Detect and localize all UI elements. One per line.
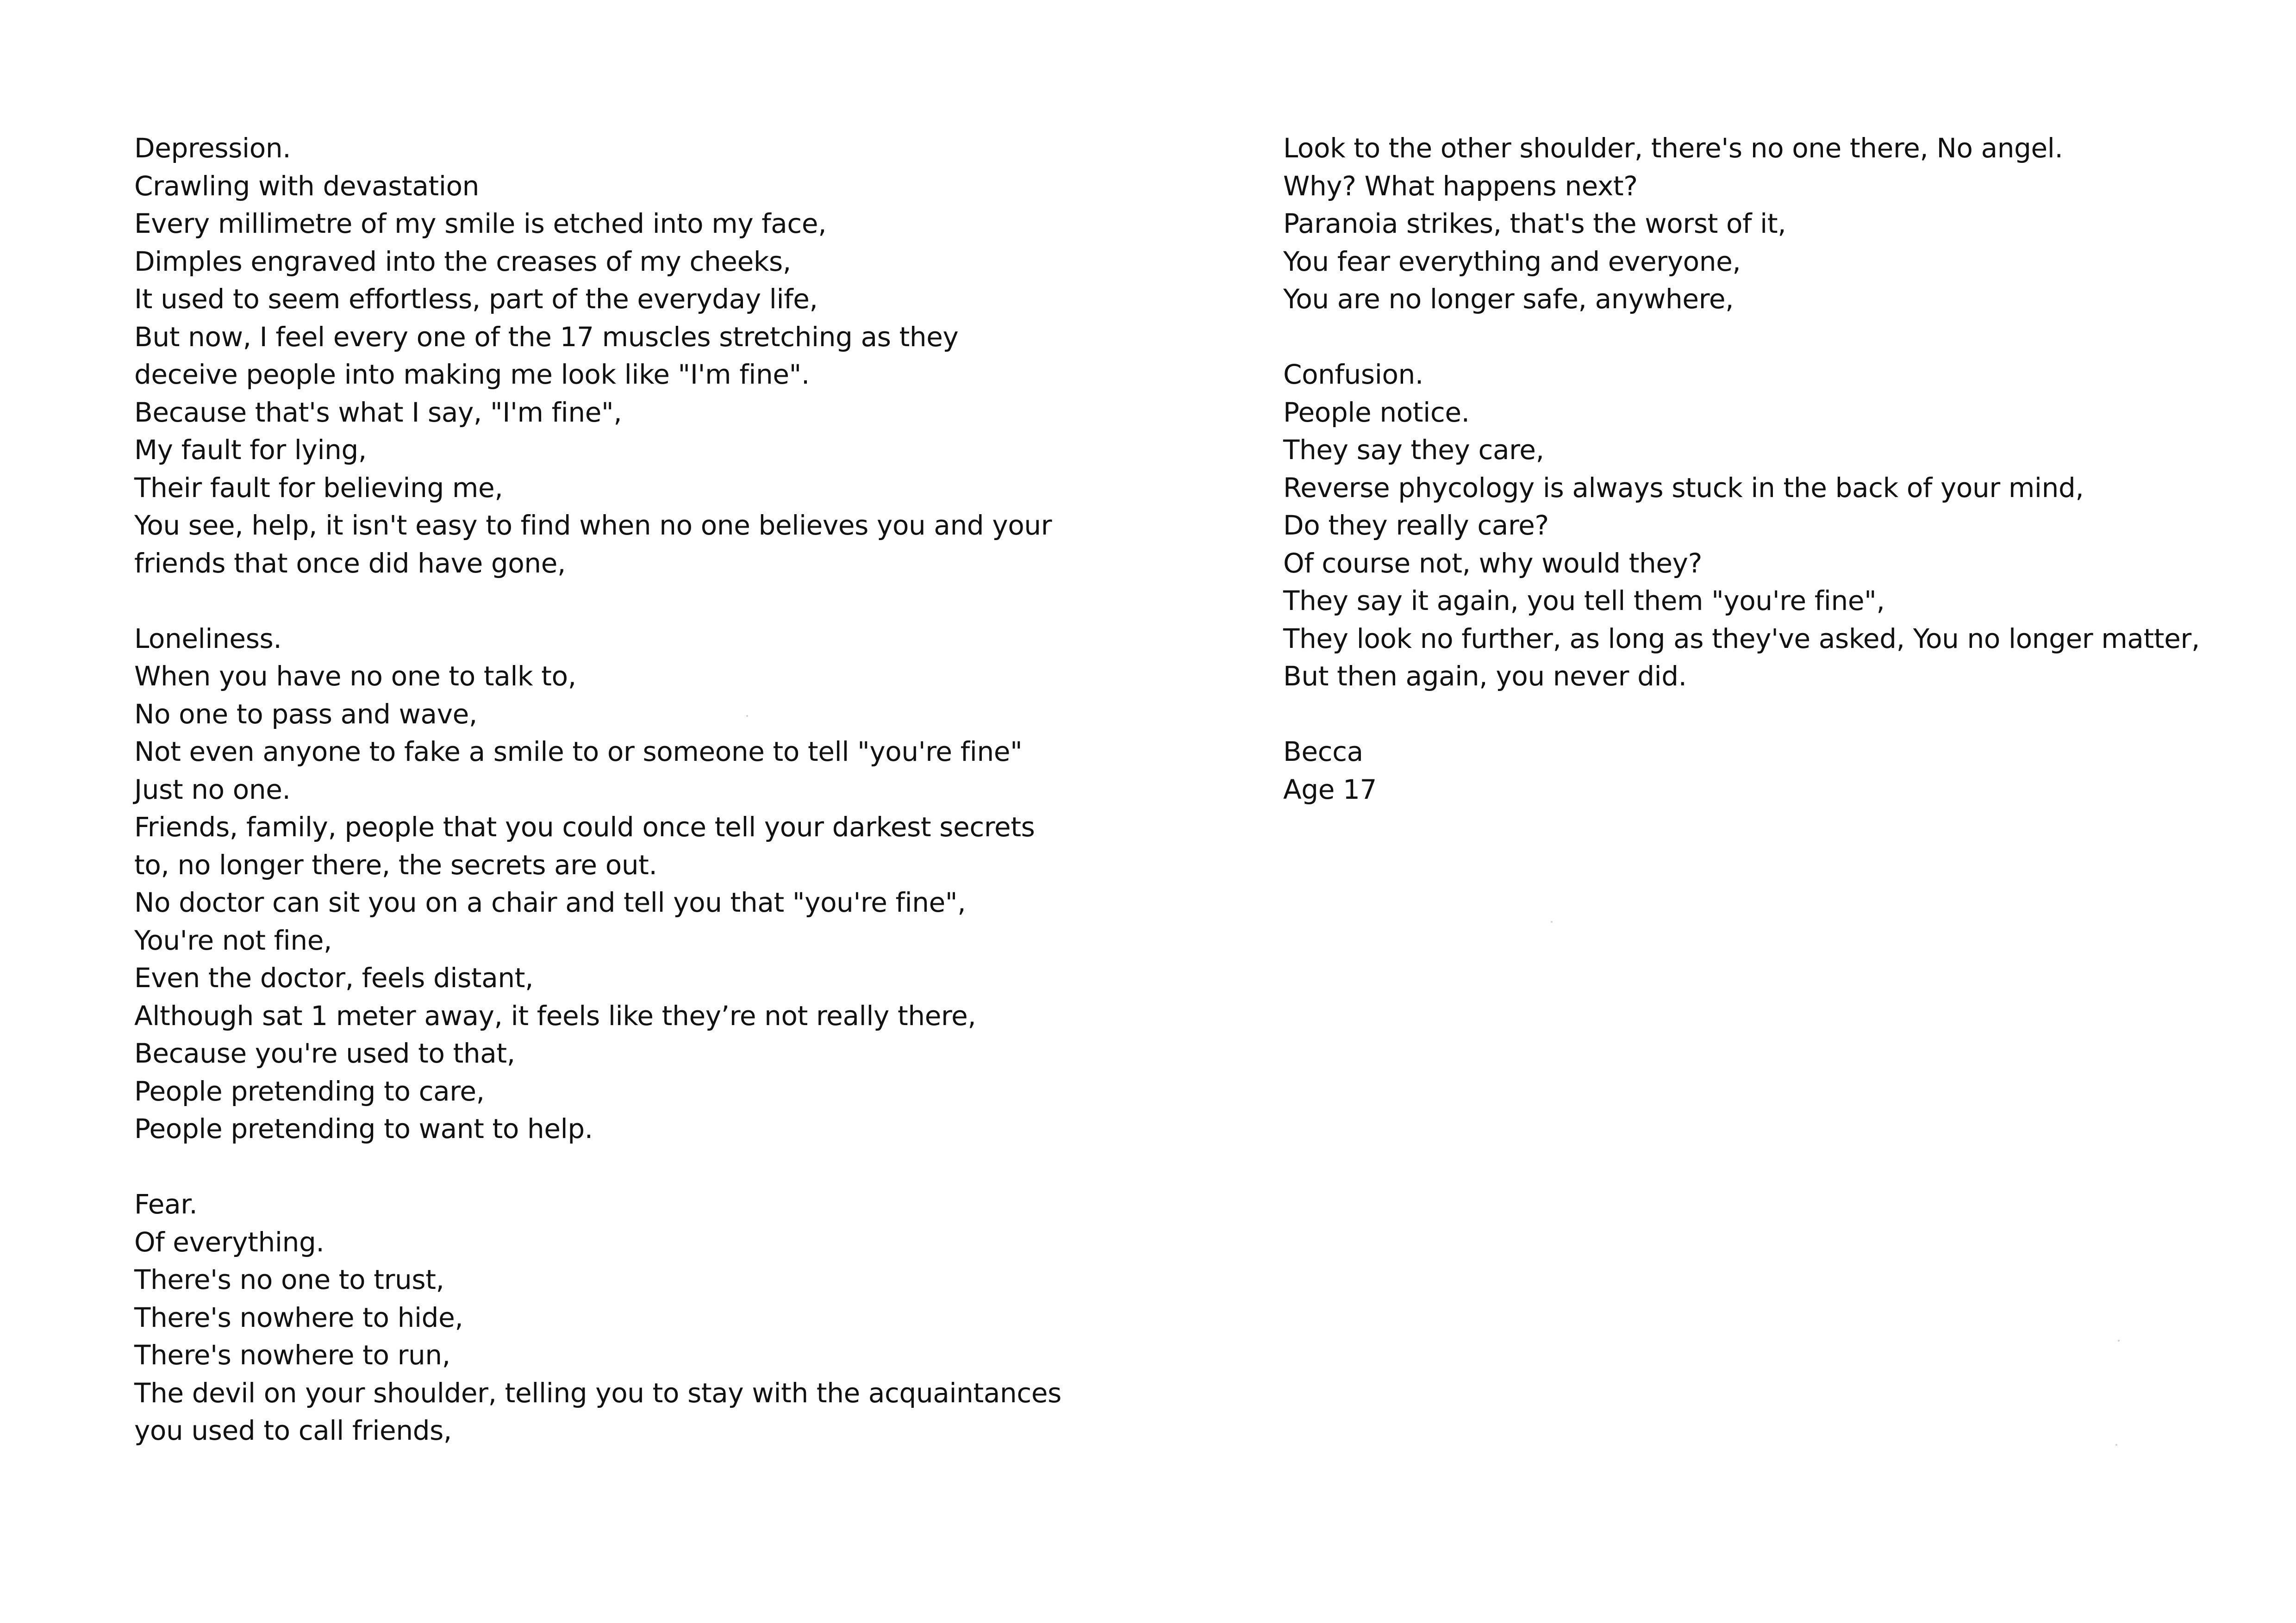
poem-line: When you have no one to talk to, — [134, 660, 576, 692]
poem-line: Look to the other shoulder, there's no one there, No angel. — [1283, 132, 2063, 164]
poem-line: There's nowhere to run, — [134, 1339, 450, 1371]
poem-line: The devil on your shoulder, telling you to stay with the acquaintances — [134, 1377, 1061, 1409]
poem-line: You are no longer safe, anywhere, — [1283, 283, 1734, 315]
stanza-fear — [134, 1186, 1060, 1450]
poem-line: Their fault for believing me, — [134, 472, 503, 504]
poem-line: Although sat 1 meter away, it feels like they’re not really there, — [134, 1000, 976, 1032]
left-column — [134, 130, 1060, 1450]
right-column — [1283, 130, 2232, 808]
poem-line: Just no one. — [134, 773, 291, 805]
poem-line: Paranoia strikes, that's the worst of it, — [1283, 208, 1786, 239]
poem-line: Because you're used to that, — [134, 1038, 515, 1069]
poem-line: Even the doctor, feels distant, — [134, 962, 534, 994]
author-age: Age 17 — [1283, 773, 1377, 805]
poem-line: Confusion. — [1283, 359, 1423, 390]
poem-line: Why? What happens next? — [1283, 170, 1638, 202]
poem-line: People pretending to care, — [134, 1075, 485, 1107]
poem-line: Crawling with devastation — [134, 170, 480, 202]
stanza-confusion — [1283, 356, 2232, 696]
poem-line: Of course not, why would they? — [1283, 547, 1702, 579]
author-signature — [1283, 733, 2232, 808]
stanza-loneliness — [134, 620, 1060, 1148]
poem-line: But then again, you never did. — [1283, 660, 1687, 692]
poem-line: People pretending to want to help. — [134, 1113, 593, 1144]
poem-line: Of everything. — [134, 1226, 324, 1258]
poem-line: friends that once did have gone, — [134, 547, 566, 579]
poem-line: You're not fine, — [134, 924, 332, 956]
poem-line: There's no one to trust, — [134, 1264, 444, 1295]
poem-line: You fear everything and everyone, — [1283, 245, 1741, 277]
poem-line: It used to seem effortless, part of the everyday life, — [134, 283, 818, 315]
poem-line: They look no further, as long as they've asked, You no longer matter, — [1283, 622, 2200, 654]
scan-speck — [746, 715, 748, 717]
poem-line: Friends, family, people that you could once tell your darkest secrets — [134, 811, 1035, 843]
poem-line: Dimples engraved into the creases of my cheeks, — [134, 245, 791, 277]
scan-speck — [1551, 921, 1553, 923]
poem-line: deceive people into making me look like "I'm fine". — [134, 359, 810, 390]
poem-line: Depression. — [134, 132, 291, 164]
poem-line: to, no longer there, the secrets are out. — [134, 849, 657, 881]
poem-line: People notice. — [1283, 396, 1470, 428]
stanza-depression — [134, 130, 1060, 582]
poem-line: But now, I feel every one of the 17 muscles stretching as they — [134, 321, 959, 353]
poem-line: No doctor can sit you on a chair and tell you that "you're fine", — [134, 887, 966, 918]
scan-speck — [2115, 1444, 2117, 1446]
poem-line: You see, help, it isn't easy to find when no one believes you and your — [134, 510, 1052, 541]
poem-line: Fear. — [134, 1188, 198, 1220]
poem-line: There's nowhere to hide, — [134, 1301, 463, 1333]
poem-line: Every millimetre of my smile is etched into my face, — [134, 208, 827, 239]
poem-line: Not even anyone to fake a smile to or someone to tell "you're fine" — [134, 736, 1023, 767]
poem-line: No one to pass and wave, — [134, 698, 477, 730]
poem-line: Do they really care? — [1283, 510, 1549, 541]
stanza-paranoia — [1283, 130, 2232, 318]
poem-line: Loneliness. — [134, 622, 282, 654]
poem-line: Because that's what I say, "I'm fine", — [134, 396, 622, 428]
poem-line: Reverse phycology is always stuck in the back of your mind, — [1283, 472, 2084, 504]
scan-speck — [2118, 1340, 2120, 1342]
author-name: Becca — [1283, 736, 1363, 767]
poem-line: They say it again, you tell them "you're fine", — [1283, 585, 1885, 616]
poem-line: you used to call friends, — [134, 1415, 452, 1446]
poem-line: They say they care, — [1283, 434, 1544, 466]
poem-line: My fault for lying, — [134, 434, 367, 466]
